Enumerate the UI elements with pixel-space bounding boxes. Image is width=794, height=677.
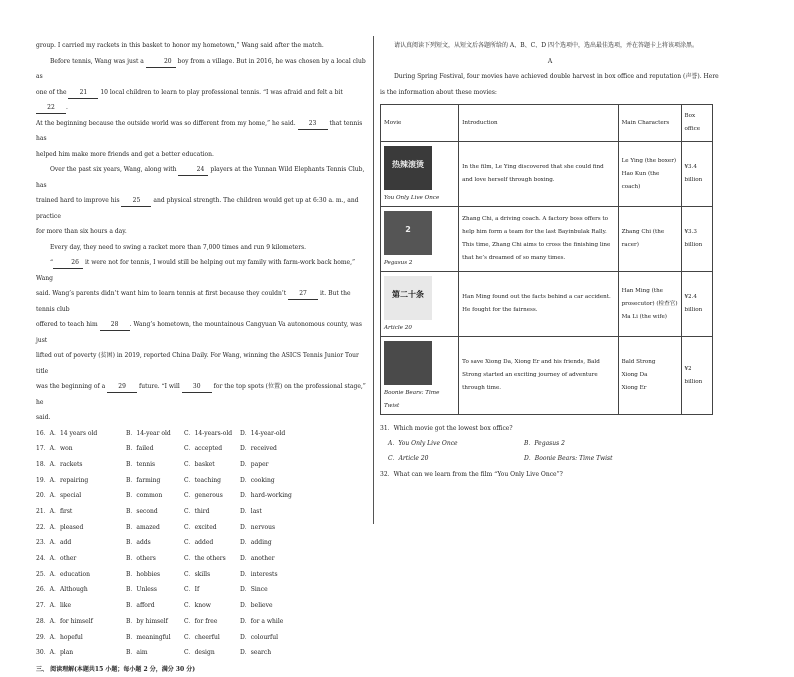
option-d: D．nervous (240, 523, 276, 531)
section-heading: 三、 阅读理解(本题共15 小题；每小题 2 分，满分 30 分) (36, 665, 196, 673)
option-row (380, 452, 720, 467)
question-31 (380, 421, 720, 482)
option-d: D．for a while (240, 617, 284, 625)
header-movie: Movie (381, 105, 459, 142)
table-row (381, 207, 713, 272)
movie-characters (618, 337, 681, 415)
movie-table (380, 104, 713, 415)
option-row (36, 441, 366, 457)
option-a: 18．A．rackets (36, 460, 83, 468)
option-row (36, 582, 366, 598)
character-name: Hao Kun (the coach) (621, 170, 660, 190)
movie-title: You Only Live Once (384, 195, 440, 201)
movie-title: Pegasus 2 (384, 260, 413, 266)
option-a: 23．A．add (36, 539, 72, 547)
option-d: D．colourful (240, 633, 279, 641)
option-b: B．others (126, 555, 156, 563)
movie-cell (381, 207, 459, 272)
option-d: D．paper (240, 460, 269, 468)
passage-line: said. (36, 414, 51, 421)
option-c: C．basket (184, 460, 215, 468)
movie-box-office: ¥2.4 billion (681, 272, 713, 337)
instructions: 请认真阅读下列短文，从短文后各题所给的 A、B、C、D 四个选项中，选出最佳选项，并在答题卡上将该项涂黑。 (394, 42, 698, 49)
option-row (36, 426, 366, 442)
character-name: Le Ying (the boxer) (621, 157, 677, 164)
passage-line: for more than six hours a day. (36, 228, 127, 235)
option-a: 26．A．Although (36, 586, 88, 594)
option-a: 21．A．first (36, 508, 73, 516)
option-c: C．design (184, 649, 215, 657)
option-b: B．hobbies (126, 570, 161, 578)
movie-title: Boonie Bears: Time Twist (384, 390, 440, 409)
option-b: B．failed (126, 445, 154, 453)
question-text: 31．Which movie got the lowest box office? (380, 425, 513, 432)
movie-poster (384, 341, 432, 385)
option-a: 20．A．special (36, 492, 82, 500)
movie-cell (381, 272, 459, 337)
option-row (36, 520, 366, 536)
movie-poster (384, 211, 432, 255)
option-d: D．Since (240, 586, 268, 594)
movie-box-office: ¥3.3 billion (681, 207, 713, 272)
movie-characters (618, 272, 681, 337)
passage-line: lifted out of poverty (贫困) in 2019, reported China Daily. For Wang, winning the ASICS Tennis Junior Tour title (36, 352, 359, 375)
blank-21: 21 (68, 88, 98, 99)
left-column (36, 38, 366, 677)
blank-25: 25 (121, 196, 151, 207)
option-c: C．added (184, 539, 214, 547)
passage-line: Every day, they need to swing a racket more than 7,000 times and run 9 kilometers. (50, 243, 307, 251)
option-b: B．14-year old (126, 429, 171, 437)
header-introduction: Introduction (459, 105, 618, 142)
passage-line: was the beginning of a 29 future. “I will 30 for the top spots (位置) on the professional stage,” he (36, 383, 366, 406)
character-name: Xiong Er (621, 385, 647, 391)
character-name: Xiong Da (621, 372, 648, 378)
character-name: Zhang Chi (the racer) (621, 229, 665, 248)
option-b: B．common (126, 492, 163, 500)
option-a: 16．A．14 years old (36, 429, 98, 437)
option-d: D．received (240, 445, 277, 453)
character-name: Bald Strong (621, 359, 656, 365)
blank-24: 24 (178, 165, 208, 176)
option-d: D．adding (240, 539, 272, 547)
option-b: B．aim (126, 649, 148, 657)
option-b: B．meaningful (126, 633, 171, 641)
table-row (381, 142, 713, 207)
option-a: 22．A．pleased (36, 523, 84, 531)
movie-introduction: Zhang Chi, a driving coach. A factory boss offers to help him form a team for the last Bayinbulak Rally. This time, Zhang Chi aims to cross the finishing line that he’s dreamed of so many times. (459, 207, 618, 272)
column-divider (373, 36, 374, 524)
passage-line: helped him make more friends and get a better education. (36, 150, 214, 158)
blank-22: 22 (36, 103, 66, 114)
option-row (36, 551, 366, 567)
blank-20: 20 (146, 57, 176, 68)
poster-title: 热辣滚烫 (392, 160, 424, 169)
passage-line: trained hard to improve his 25 and physical strength. The children would get up at 6:30 a. m., and practice (36, 197, 359, 220)
right-column (380, 38, 720, 482)
option-d: D．last (240, 508, 262, 516)
option-a: 19．A．repairing (36, 476, 89, 484)
blank-29: 29 (107, 382, 137, 393)
option-d: D．Boonie Bears: Time Twist (524, 455, 613, 463)
passage-line: group. I carried my rackets in this basket to honor my hometown,” Wang said after the match. (36, 42, 324, 49)
option-d: D．cooking (240, 476, 275, 484)
option-d: D．14-year-old (240, 429, 286, 437)
passage-intro: During Spring Festival, four movies have achieved double harvest in box office and reputation (声誉). Here is the information about these movies: (380, 73, 719, 96)
table-row (381, 272, 713, 337)
option-c: C．generous (184, 492, 223, 500)
option-c: C．teaching (184, 476, 221, 484)
option-a: 29．A．hopeful (36, 633, 83, 641)
blank-28: 28 (100, 320, 130, 331)
option-a: 24．A．other (36, 555, 77, 563)
option-row (36, 629, 366, 645)
movie-box-office: ¥3.4 billion (681, 142, 713, 207)
header-box-office: Box office (681, 105, 713, 142)
passage-line: one of the 21 10 local children to learn to play professional tennis. “I was afraid and felt a bit 22 . (36, 85, 366, 116)
option-c: C．accepted (184, 445, 223, 453)
option-row (36, 535, 366, 551)
option-b: B．amazed (126, 523, 160, 531)
movie-poster (384, 146, 432, 190)
option-b: B．by himself (126, 617, 168, 625)
option-row (36, 614, 366, 630)
option-row (36, 473, 366, 489)
option-row (36, 457, 366, 473)
question-text: 32．What can we learn from the film “You Only Live Once”? (380, 470, 563, 478)
character-name: Han Ming (the prosecutor) (检查官) (621, 287, 678, 307)
option-c: C．Article 20 (388, 455, 429, 463)
passage-line: Over the past six years, Wang, along with 24 players at the Yunnan Wild Elephants Tennis Club, has (36, 166, 365, 189)
option-a: A．You Only Live Once (388, 440, 458, 448)
option-c: C．third (184, 508, 210, 516)
option-c: C．If (184, 586, 200, 594)
passage-line: At the beginning because the outside world was so different from my home,” he said. 23 that tennis has (36, 119, 363, 142)
option-a: 27．A．like (36, 602, 71, 610)
option-row (36, 598, 366, 614)
header-characters: Main Characters (618, 105, 681, 142)
movie-cell (381, 337, 459, 415)
option-d: D．hard-working (240, 492, 292, 500)
movie-introduction: In the film, Le Ying discovered that she could find and love herself through boxing. (459, 142, 618, 207)
option-d: D．believe (240, 602, 273, 610)
movie-poster (384, 276, 432, 320)
option-b: B．afford (126, 602, 155, 610)
option-c: C．skills (184, 570, 211, 578)
option-row (36, 567, 366, 583)
movie-cell (381, 142, 459, 207)
passage-line: offered to teach him 28 . Wang’s hometown, the mountainous Cangyuan Va autonomous county, was just (36, 321, 362, 344)
movie-characters (618, 142, 681, 207)
option-d: D．interests (240, 570, 278, 578)
option-c: C．cheerful (184, 633, 220, 641)
movie-introduction: Han Ming found out the facts behind a car accident. He fought for the fairness. (459, 272, 618, 337)
option-b: B．tennis (126, 460, 156, 468)
option-row (36, 488, 366, 504)
option-b: B．adds (126, 539, 151, 547)
blank-26: 26 (53, 258, 83, 269)
option-a: 30．A．plan (36, 649, 74, 657)
option-b: B．farming (126, 476, 161, 484)
movie-characters (618, 207, 681, 272)
passage-line: said. Wang’s parents didn’t want him to learn tennis at first because they couldn’t 27 it. But the tennis club (36, 290, 351, 313)
option-d: D．search (240, 649, 272, 657)
passage-line: Before tennis, Wang was just a 20 boy from a village. But in 2016, he was chosen by a local club as (36, 57, 366, 80)
option-c: C．know (184, 602, 211, 610)
option-a: 25．A．education (36, 570, 90, 578)
blank-23: 23 (298, 119, 328, 130)
movie-introduction: To save Xiong Da, Xiong Er and his friends, Bald Strong started an exciting journey of adventure through time. (459, 337, 618, 415)
option-d: D．another (240, 555, 275, 563)
option-row (36, 504, 366, 520)
option-row (380, 437, 720, 452)
table-header-row (381, 105, 713, 142)
option-a: 28．A．for himself (36, 617, 93, 625)
option-b: B．Unless (126, 586, 157, 594)
option-c: C．for free (184, 617, 218, 625)
passage-line: “ 26 it were not for tennis, I would still be helping out my family with farm-work back home,” Wang (36, 259, 356, 282)
character-name: Ma Li (the wife) (621, 313, 667, 320)
option-row (36, 645, 366, 661)
option-b: B．Pegasus 2 (524, 440, 565, 448)
option-c: C．14-years-old (184, 429, 233, 437)
poster-title: 第二十条 (392, 290, 424, 299)
passage-letter: A (547, 57, 553, 65)
options-list (36, 426, 366, 661)
option-c: C．excited (184, 523, 217, 531)
table-row (381, 337, 713, 415)
option-b: B．second (126, 508, 158, 516)
option-a: 17．A．won (36, 445, 73, 453)
blank-30: 30 (182, 382, 212, 393)
movie-box-office: ¥2 billion (681, 337, 713, 415)
movie-title: Article 20 (384, 325, 412, 331)
option-c: C．the others (184, 555, 226, 563)
blank-27: 27 (288, 289, 318, 300)
poster-title: 2 (405, 225, 411, 234)
